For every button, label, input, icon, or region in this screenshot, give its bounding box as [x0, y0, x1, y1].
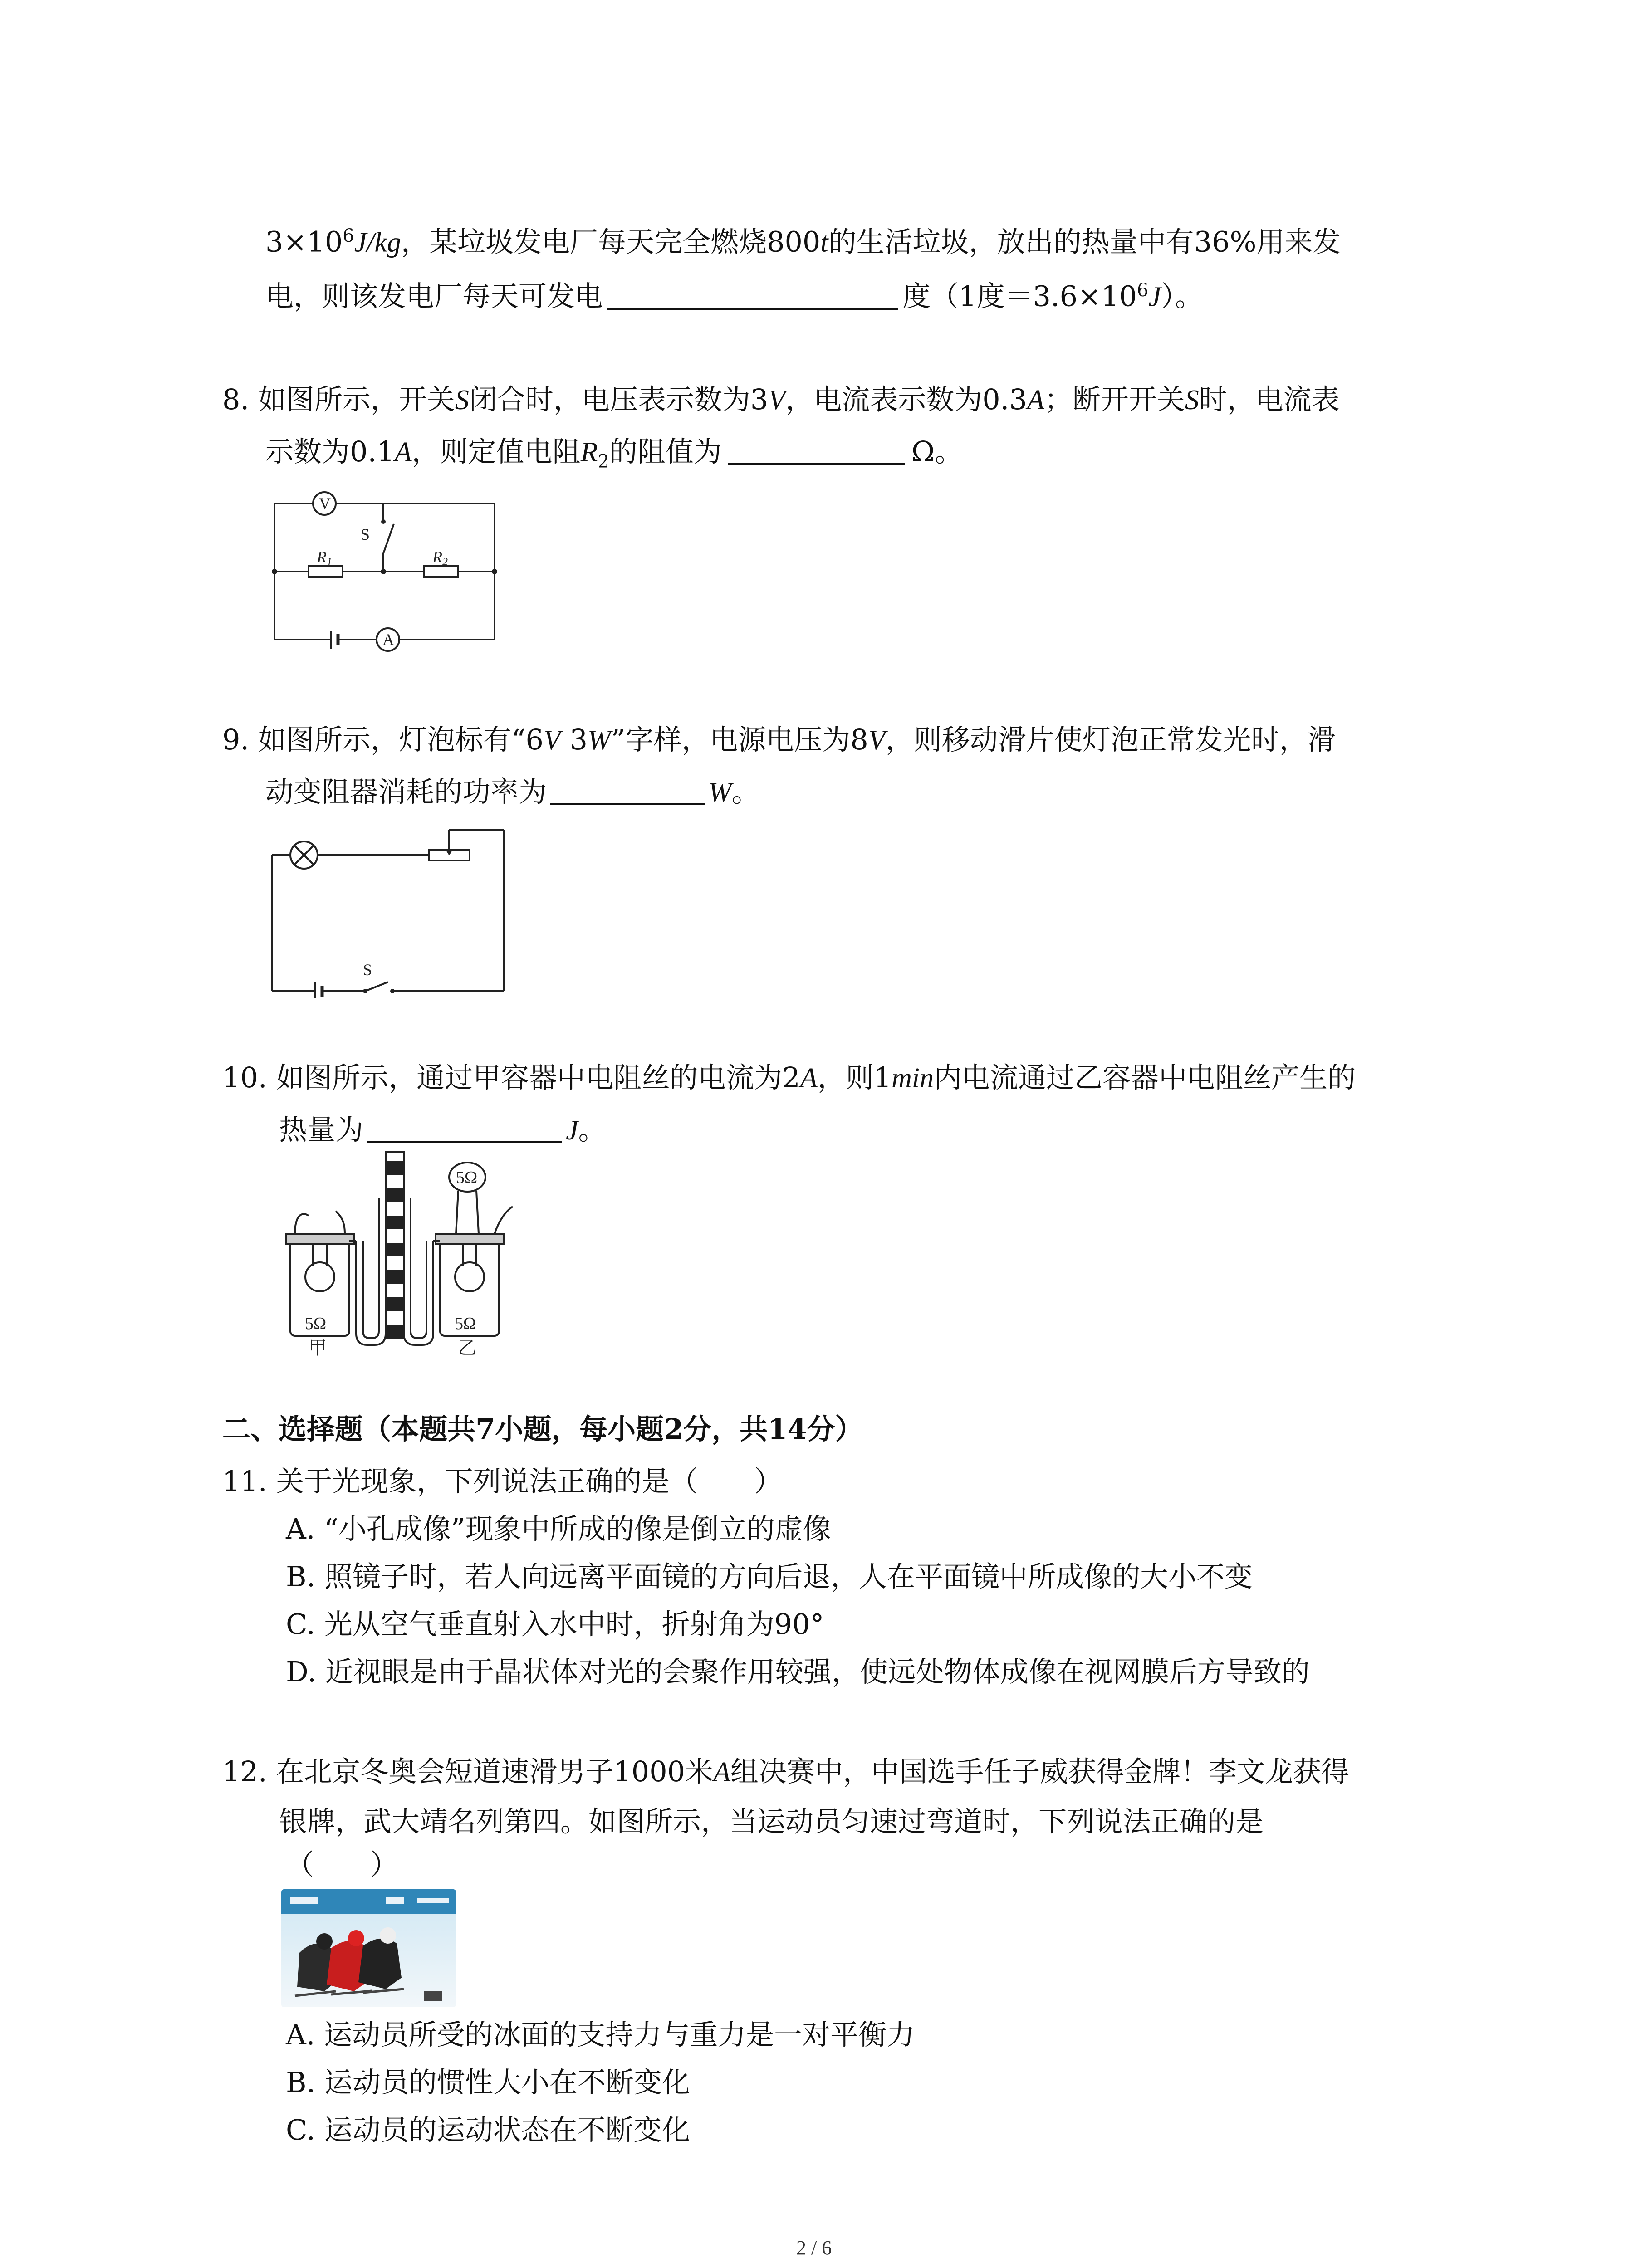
q10-joule-apparatus: [277, 1143, 531, 1356]
q10-line2: 热量为 J。: [279, 1113, 607, 1146]
q12-option-c[interactable]: C. 运动员的运动状态在不断变化: [286, 2113, 690, 2146]
top-resistance-label: 5Ω: [456, 1168, 478, 1187]
q9-switch-label: S: [363, 961, 372, 979]
q7-line2: 电，则该发电厂每天可发电 度（1度$=3.6\times 10^6J$）。: [265, 279, 1203, 313]
q8-line1: 8. 如图所示，开关S闭合时，电压表示数为3V，电流表示数为0.3A；断开开关S时，电流表: [222, 383, 1340, 416]
q11-stem: 11. 关于光现象，下列说法正确的是（ ）: [222, 1465, 783, 1498]
label-yi: 乙: [458, 1338, 476, 1356]
q9-circuit-diagram: [268, 816, 513, 998]
q11-option-b[interactable]: B. 照镜子时，若人向远离平面镜的方向后退，人在平面镜中所成像的大小不变: [286, 1560, 1253, 1593]
page-number: 2 / 6: [796, 2237, 832, 2259]
q11-option-a[interactable]: A. “小孔成像”现象中所成的像是倒立的虚像: [286, 1512, 831, 1545]
q11-option-c[interactable]: C. 光从空气垂直射入水中时，折射角为90°: [286, 1608, 824, 1641]
left-resistance-label: 5Ω: [305, 1314, 327, 1333]
right-resistance-label: 5Ω: [455, 1314, 476, 1333]
q12-line1: 12. 在北京冬奥会短道速滑男子1000米A组决赛中，中国选手任子威获得金牌！李文龙获得: [222, 1755, 1349, 1788]
r1-label: R1: [317, 548, 332, 568]
switch-label: S: [361, 525, 370, 543]
q9-line2: 动变阻器消耗的功率为 W。: [265, 775, 760, 808]
section-2-title: 二、选择题（本题共7小题，每小题2分，共14分）: [222, 1413, 863, 1446]
q10-line1: 10. 如图所示，通过甲容器中电阻丝的电流为2A，则1min内电流通过乙容器中电阻丝产生的: [222, 1061, 1356, 1094]
r2-label: R2: [432, 548, 448, 568]
q7-answer-blank[interactable]: [607, 308, 898, 310]
q12-line2: 银牌，武大靖名列第四。如图所示，当运动员匀速过弯道时，下列说法正确的是: [279, 1805, 1264, 1838]
speed-skating-photo: [281, 1889, 456, 2007]
q12-option-b[interactable]: B. 运动员的惯性大小在不断变化: [286, 2066, 690, 2099]
voltmeter-label: V: [319, 494, 331, 513]
label-jia: 甲: [309, 1338, 327, 1356]
ammeter-label: A: [382, 631, 394, 649]
q8-circuit-diagram: [268, 481, 504, 653]
q8-line2: 示数为0.1A，则定值电阻$R_2$的阻值为 Ω。: [265, 435, 963, 472]
q12-option-a[interactable]: A. 运动员所受的冰面的支持力与重力是一对平衡力: [286, 2018, 915, 2051]
q7-line1: $3\times 10^6J/kg$，某垃圾发电厂每天完全燃烧800t的生活垃圾，放出的热量中有36%用来发: [265, 225, 1341, 259]
q12-line3: （ ）: [286, 1848, 399, 1881]
q8-answer-blank[interactable]: [728, 463, 905, 465]
q9-line1: 9. 如图所示，灯泡标有“6V 3W”字样，电源电压为8V，则移动滑片使灯泡正常发光时，滑: [222, 723, 1336, 756]
q9-answer-blank[interactable]: [550, 803, 705, 805]
q11-option-d[interactable]: D. 近视眼是由于晶状体对光的会聚作用较强，使远处物体成像在视网膜后方导致的: [286, 1655, 1310, 1688]
